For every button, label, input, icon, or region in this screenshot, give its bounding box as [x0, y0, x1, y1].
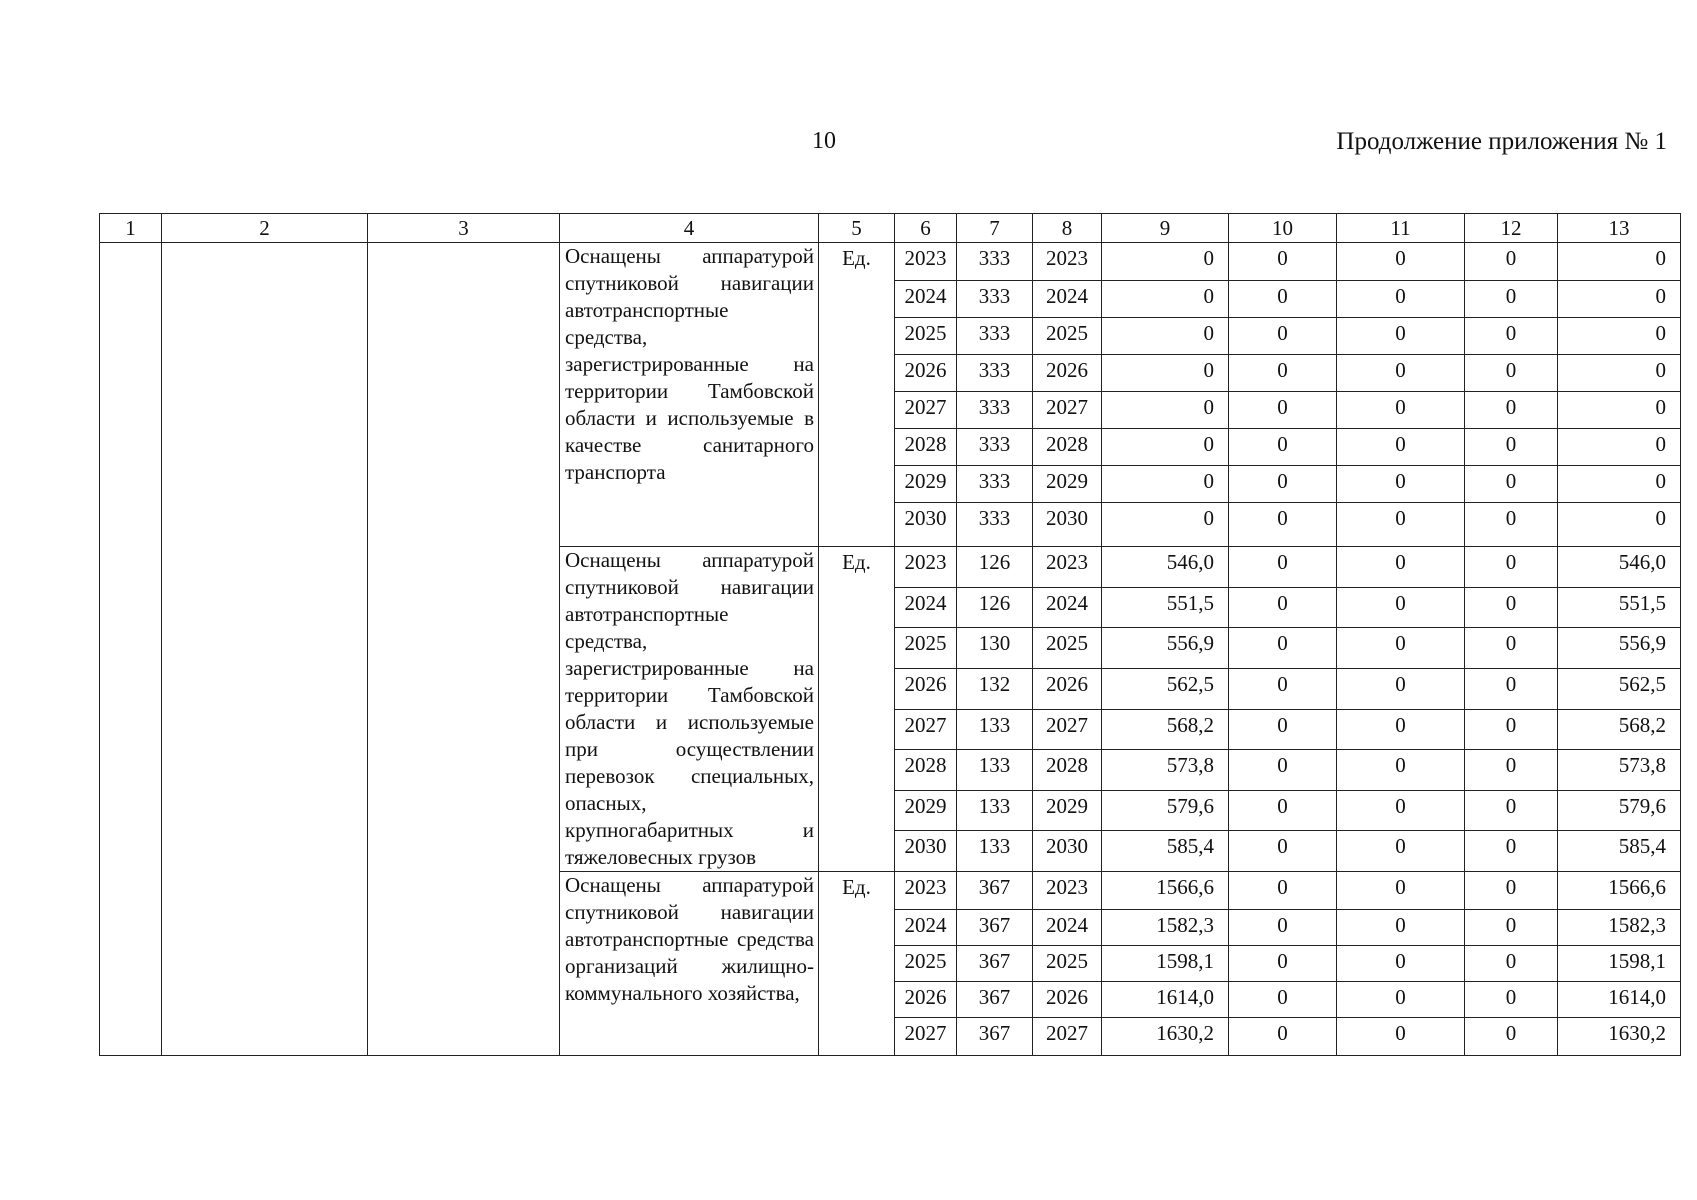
cell-year-8: 2027 [1033, 392, 1102, 429]
cell-year-8: 2025 [1033, 628, 1102, 669]
unit-cell: Ед. [819, 243, 895, 547]
cell-year: 2025 [895, 318, 957, 355]
cell-year: 2027 [895, 1018, 957, 1056]
cell-value-11: 0 [1337, 982, 1465, 1018]
cell-value-12: 0 [1465, 709, 1558, 750]
header-col-7: 7 [957, 214, 1033, 243]
cell-value-7: 133 [957, 750, 1033, 791]
table-body [100, 243, 1681, 1056]
cell-value-7: 367 [957, 982, 1033, 1018]
cell-value-10: 0 [1229, 750, 1337, 791]
cell-value-11: 0 [1337, 709, 1465, 750]
cell-year: 2023 [895, 547, 957, 588]
cell-year-8: 2024 [1033, 281, 1102, 318]
cell-value-12: 0 [1465, 982, 1558, 1018]
cell-value-10: 0 [1229, 946, 1337, 982]
cell-value-13: 573,8 [1558, 750, 1681, 791]
cell-value-13: 0 [1558, 355, 1681, 392]
cell-value-10: 0 [1229, 547, 1337, 588]
cell-value-7: 367 [957, 872, 1033, 910]
cell-value-12: 0 [1465, 668, 1558, 709]
cell-value-11: 0 [1337, 1018, 1465, 1056]
cell-year: 2024 [895, 910, 957, 946]
cell-year-8: 2023 [1033, 872, 1102, 910]
cell-value-12: 0 [1465, 243, 1558, 281]
cell-value-9: 0 [1102, 243, 1229, 281]
cell-value-13: 556,9 [1558, 628, 1681, 669]
cell-value-12: 0 [1465, 392, 1558, 429]
table-header [100, 214, 1681, 243]
cell-value-12: 0 [1465, 547, 1558, 588]
cell-value-7: 126 [957, 547, 1033, 588]
cell-value-7: 367 [957, 1018, 1033, 1056]
cell-value-11: 0 [1337, 281, 1465, 318]
cell-value-7: 333 [957, 318, 1033, 355]
cell-value-10: 0 [1229, 709, 1337, 750]
cell-value-9: 562,5 [1102, 668, 1229, 709]
cell-value-12: 0 [1465, 281, 1558, 318]
cell-value-11: 0 [1337, 790, 1465, 831]
cell-value-10: 0 [1229, 831, 1337, 872]
cell-year-8: 2026 [1033, 982, 1102, 1018]
cell-value-7: 126 [957, 587, 1033, 628]
cell-value-10: 0 [1229, 318, 1337, 355]
header-col-3: 3 [368, 214, 560, 243]
cell-value-9: 1582,3 [1102, 910, 1229, 946]
cell-year-8: 2028 [1033, 429, 1102, 466]
cell-value-12: 0 [1465, 587, 1558, 628]
cell-value-7: 333 [957, 243, 1033, 281]
cell-value-11: 0 [1337, 318, 1465, 355]
cell-value-10: 0 [1229, 982, 1337, 1018]
cell-value-12: 0 [1465, 1018, 1558, 1056]
cell-value-11: 0 [1337, 628, 1465, 669]
indicator-description: Оснащены аппаратурой спутниковой навигации автотранспортные средства организаций жилищно-коммунального хозяйства, [560, 872, 819, 1056]
cell-value-7: 333 [957, 503, 1033, 547]
cell-year: 2024 [895, 587, 957, 628]
cell-year-8: 2029 [1033, 790, 1102, 831]
header-col-1: 1 [100, 214, 162, 243]
cell-value-13: 579,6 [1558, 790, 1681, 831]
cell-value-9: 0 [1102, 503, 1229, 547]
cell-value-11: 0 [1337, 355, 1465, 392]
cell-value-13: 0 [1558, 429, 1681, 466]
header-col-2: 2 [162, 214, 368, 243]
cell-value-12: 0 [1465, 910, 1558, 946]
header-col-12: 12 [1465, 214, 1558, 243]
cell-year-8: 2026 [1033, 668, 1102, 709]
cell-value-10: 0 [1229, 587, 1337, 628]
empty-cell-col-1 [100, 243, 162, 1056]
cell-year: 2029 [895, 466, 957, 503]
cell-value-7: 333 [957, 429, 1033, 466]
table-row [100, 243, 1681, 281]
cell-value-13: 585,4 [1558, 831, 1681, 872]
cell-value-9: 0 [1102, 466, 1229, 503]
cell-year-8: 2028 [1033, 750, 1102, 791]
cell-year: 2025 [895, 946, 957, 982]
cell-year: 2028 [895, 750, 957, 791]
header-col-8: 8 [1033, 214, 1102, 243]
cell-value-7: 133 [957, 709, 1033, 750]
cell-year-8: 2025 [1033, 318, 1102, 355]
unit-cell: Ед. [819, 547, 895, 872]
cell-year-8: 2030 [1033, 503, 1102, 547]
cell-year-8: 2027 [1033, 709, 1102, 750]
cell-value-10: 0 [1229, 355, 1337, 392]
cell-value-10: 0 [1229, 243, 1337, 281]
cell-year-8: 2023 [1033, 243, 1102, 281]
cell-value-9: 0 [1102, 429, 1229, 466]
cell-year-8: 2025 [1033, 946, 1102, 982]
cell-year-8: 2030 [1033, 831, 1102, 872]
cell-year: 2024 [895, 281, 957, 318]
cell-value-11: 0 [1337, 750, 1465, 791]
cell-value-7: 130 [957, 628, 1033, 669]
cell-value-13: 1614,0 [1558, 982, 1681, 1018]
cell-year: 2026 [895, 982, 957, 1018]
cell-year: 2028 [895, 429, 957, 466]
cell-value-12: 0 [1465, 628, 1558, 669]
cell-value-9: 568,2 [1102, 709, 1229, 750]
cell-value-10: 0 [1229, 503, 1337, 547]
cell-value-11: 0 [1337, 503, 1465, 547]
header-col-13: 13 [1558, 214, 1681, 243]
cell-value-10: 0 [1229, 872, 1337, 910]
indicator-description: Оснащены аппаратурой спутниковой навигации автотранспортные средства, зарегистрированные на территории Тамбовской области и используемые в качестве санитарного транспорта [560, 243, 819, 547]
cell-year: 2030 [895, 831, 957, 872]
cell-value-9: 585,4 [1102, 831, 1229, 872]
cell-value-7: 133 [957, 831, 1033, 872]
cell-value-11: 0 [1337, 466, 1465, 503]
cell-value-13: 0 [1558, 281, 1681, 318]
cell-value-13: 562,5 [1558, 668, 1681, 709]
unit-cell: Ед. [819, 872, 895, 1056]
cell-value-7: 333 [957, 281, 1033, 318]
cell-value-11: 0 [1337, 910, 1465, 946]
cell-value-11: 0 [1337, 429, 1465, 466]
cell-value-13: 1598,1 [1558, 946, 1681, 982]
cell-value-10: 0 [1229, 466, 1337, 503]
cell-value-9: 1630,2 [1102, 1018, 1229, 1056]
cell-value-13: 0 [1558, 243, 1681, 281]
cell-value-13: 1630,2 [1558, 1018, 1681, 1056]
cell-value-9: 0 [1102, 355, 1229, 392]
cell-year: 2029 [895, 790, 957, 831]
cell-value-7: 333 [957, 355, 1033, 392]
cell-value-13: 0 [1558, 466, 1681, 503]
cell-value-9: 1566,6 [1102, 872, 1229, 910]
cell-value-12: 0 [1465, 790, 1558, 831]
cell-value-11: 0 [1337, 587, 1465, 628]
cell-value-10: 0 [1229, 668, 1337, 709]
header-col-6: 6 [895, 214, 957, 243]
cell-value-12: 0 [1465, 429, 1558, 466]
cell-value-12: 0 [1465, 466, 1558, 503]
cell-year-8: 2024 [1033, 910, 1102, 946]
cell-value-9: 551,5 [1102, 587, 1229, 628]
cell-value-7: 133 [957, 790, 1033, 831]
cell-year: 2026 [895, 668, 957, 709]
cell-value-12: 0 [1465, 503, 1558, 547]
cell-value-9: 0 [1102, 281, 1229, 318]
cell-value-12: 0 [1465, 750, 1558, 791]
cell-value-12: 0 [1465, 872, 1558, 910]
cell-value-9: 0 [1102, 318, 1229, 355]
cell-value-12: 0 [1465, 355, 1558, 392]
cell-value-13: 1582,3 [1558, 910, 1681, 946]
cell-value-9: 1614,0 [1102, 982, 1229, 1018]
cell-value-10: 0 [1229, 910, 1337, 946]
cell-value-13: 1566,6 [1558, 872, 1681, 910]
cell-value-10: 0 [1229, 628, 1337, 669]
cell-value-9: 556,9 [1102, 628, 1229, 669]
cell-value-7: 367 [957, 910, 1033, 946]
cell-value-13: 546,0 [1558, 547, 1681, 588]
cell-value-7: 333 [957, 466, 1033, 503]
cell-value-11: 0 [1337, 668, 1465, 709]
cell-value-13: 0 [1558, 503, 1681, 547]
header-col-9: 9 [1102, 214, 1229, 243]
cell-year: 2023 [895, 243, 957, 281]
header-col-11: 11 [1337, 214, 1465, 243]
cell-year-8: 2027 [1033, 1018, 1102, 1056]
cell-value-11: 0 [1337, 392, 1465, 429]
cell-value-10: 0 [1229, 392, 1337, 429]
cell-value-11: 0 [1337, 946, 1465, 982]
cell-value-11: 0 [1337, 547, 1465, 588]
cell-value-10: 0 [1229, 1018, 1337, 1056]
data-table [99, 213, 1681, 1056]
cell-year: 2027 [895, 709, 957, 750]
cell-value-9: 1598,1 [1102, 946, 1229, 982]
cell-value-7: 333 [957, 392, 1033, 429]
cell-year: 2026 [895, 355, 957, 392]
cell-year-8: 2026 [1033, 355, 1102, 392]
cell-value-7: 132 [957, 668, 1033, 709]
cell-value-10: 0 [1229, 429, 1337, 466]
header-col-5: 5 [819, 214, 895, 243]
header-row [100, 214, 1681, 243]
page-number: 10 [812, 128, 836, 154]
appendix-continuation-header: Продолжение приложения № 1 [1336, 128, 1667, 155]
header-col-10: 10 [1229, 214, 1337, 243]
cell-year-8: 2023 [1033, 547, 1102, 588]
cell-value-13: 0 [1558, 318, 1681, 355]
cell-value-12: 0 [1465, 831, 1558, 872]
cell-value-10: 0 [1229, 281, 1337, 318]
cell-value-11: 0 [1337, 872, 1465, 910]
cell-value-12: 0 [1465, 946, 1558, 982]
cell-value-11: 0 [1337, 243, 1465, 281]
cell-value-9: 0 [1102, 392, 1229, 429]
cell-value-10: 0 [1229, 790, 1337, 831]
cell-year: 2030 [895, 503, 957, 547]
cell-value-13: 0 [1558, 392, 1681, 429]
cell-value-9: 579,6 [1102, 790, 1229, 831]
cell-year: 2025 [895, 628, 957, 669]
cell-value-9: 573,8 [1102, 750, 1229, 791]
indicator-description: Оснащены аппаратурой спутниковой навигации автотранспортные средства, зарегистрированные на территории Тамбовской области и используемые при осуществлении перевозок специальных, опасных, крупногабаритных и тяжеловесных грузов [560, 547, 819, 872]
cell-value-12: 0 [1465, 318, 1558, 355]
cell-value-11: 0 [1337, 831, 1465, 872]
cell-value-13: 551,5 [1558, 587, 1681, 628]
cell-value-7: 367 [957, 946, 1033, 982]
empty-cell-col-2 [162, 243, 368, 1056]
cell-year: 2027 [895, 392, 957, 429]
header-col-4: 4 [560, 214, 819, 243]
cell-value-13: 568,2 [1558, 709, 1681, 750]
cell-value-9: 546,0 [1102, 547, 1229, 588]
cell-year-8: 2029 [1033, 466, 1102, 503]
empty-cell-col-3 [368, 243, 560, 1056]
cell-year-8: 2024 [1033, 587, 1102, 628]
cell-year: 2023 [895, 872, 957, 910]
